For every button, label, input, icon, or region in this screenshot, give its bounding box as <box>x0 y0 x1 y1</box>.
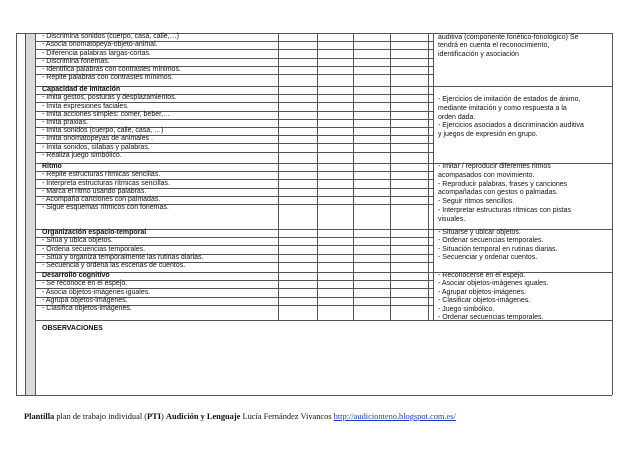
item-auditiva-3: - Discrimina fonemas. <box>42 57 110 65</box>
section-divider <box>35 272 612 273</box>
item-ritmo-0: - Repite estructuras rítmicas sencillas. <box>42 171 161 179</box>
right-text-ritmo-0: - Imitar / reproducir diferentes ritmos <box>438 163 551 170</box>
footer-title: Plantilla <box>24 412 55 421</box>
item-auditiva-5: - Repite palabras con contrastes mínimos. <box>42 74 174 82</box>
item-imitacion-2: - Imita acciones simples: comer, beber,… <box>42 110 170 118</box>
left-stripe <box>25 33 35 395</box>
table-left-border <box>16 33 17 395</box>
footer-text-2: ) <box>161 412 166 421</box>
item-auditiva-0: - Discrimina sonidos (cuerpo, casa, calle,…) <box>42 33 179 41</box>
right-text-cognitivo-0: - Reconocerse en el espejo. <box>438 272 526 279</box>
stripe-left-border <box>25 33 26 395</box>
item-cognitivo-0: - Se reconoce en el espejo. <box>42 280 128 288</box>
right-text-imitacion-1: mediante imitación y como respuesta a la <box>438 104 567 112</box>
item-imitacion-1: - Imita expresiones faciales. <box>42 102 129 110</box>
footer-text-1: plan de trabajo individual ( <box>54 412 148 421</box>
footer-subject: Audición y Lenguaje <box>165 412 241 421</box>
right-text-auditiva-2: identificación y asociación <box>438 50 519 58</box>
right-text-espacio-2: - Situación temporal en rutinas diarias. <box>438 245 558 253</box>
footer-pti: PTI <box>147 412 162 421</box>
item-ritmo-1: - Interpreta estructuras rítmicas sencillas. <box>42 179 170 187</box>
section-title-espacio: Organización espacio-temporal <box>42 229 147 237</box>
right-text-cognitivo-4: - Juego simbólico. <box>438 305 495 313</box>
section-title-imitacion: Capacidad de imitación <box>42 86 121 94</box>
item-espacio-2: - Sitúa y organiza temporalmente las rutinas diarias. <box>42 253 204 261</box>
footer <box>24 412 456 421</box>
item-imitacion-3: - Imita praxias. <box>42 119 88 126</box>
right-text-espacio-0: - Situarse y ubicar objetos. <box>438 229 521 236</box>
right-text-espacio-1: - Ordenar secuencias temporales. <box>438 237 544 245</box>
item-cognitivo-3: - Clasifica objetos-imágenes. <box>42 305 132 312</box>
right-text-ritmo-2: - Reproducir palabras, frases y canciones <box>438 180 568 188</box>
item-imitacion-4: - Imita sonidos (cuerpo, calle, casa, …) <box>42 127 164 135</box>
right-text-ritmo-3: acompañadas con gestos o palmadas. <box>438 189 558 197</box>
table-bottom-border <box>16 395 612 396</box>
check-col-divider-2 <box>353 33 354 320</box>
item-espacio-0: - Sitúa y ubica objetos. <box>42 237 113 245</box>
item-ritmo-4: - Sigue esquemas rítmicos con fonemas. <box>42 204 169 212</box>
item-espacio-1: - Ordena secuencias temporales. <box>42 245 146 253</box>
right-text-auditiva-0: auditiva (componente fonético-fonológico) Se <box>438 34 579 41</box>
right-text-cognitivo-2: - Agrupar objetos-imágenes. <box>438 288 526 296</box>
check-col-divider-4 <box>428 33 429 320</box>
check-col-divider-1 <box>317 33 318 320</box>
item-imitacion-0: - Imita gestos, posturas y desplazamientos. <box>42 94 177 102</box>
right-text-ritmo-5: - Interpretar estructuras rítmicas con pistas <box>438 207 572 214</box>
table-right-border <box>612 33 613 395</box>
footer-link[interactable]: http://audicionteno.blogspot.com.es/ <box>333 412 456 421</box>
item-espacio-3: - Secuencia y ordena las escenas de cuentos. <box>42 262 186 269</box>
right-text-imitacion-2: orden dada. <box>438 113 476 121</box>
footer-author: Lucía Fernández Vivancos <box>240 412 334 421</box>
item-auditiva-1: - Asocia onomatopeya-objeto-animal. <box>42 41 158 49</box>
stripe-right-border <box>35 33 36 395</box>
item-auditiva-2: - Diferencia palabras largas-cortas. <box>42 49 151 57</box>
item-imitacion-5: - Imita onomatopeyas de animales . <box>42 135 153 143</box>
right-text-ritmo-4: - Seguir ritmos sencillos. <box>438 198 515 206</box>
right-text-imitacion-3: - Ejercicios asociados a discriminación auditiva <box>438 122 584 130</box>
item-cognitivo-1: - Asocia objetos-imágenes iguales. <box>42 288 151 296</box>
check-col-divider-3 <box>390 33 391 320</box>
section-title-cognitivo: Desarrollo cognitivo <box>42 272 110 280</box>
item-ritmo-2: - Marca el ritmo usando palabras. <box>42 187 147 195</box>
right-column-border <box>433 33 434 320</box>
section-divider <box>35 86 612 87</box>
right-text-imitacion-4: y juegos de expresión en grupo. <box>438 131 538 139</box>
section-title-ritmo: Ritmo <box>42 163 62 171</box>
item-ritmo-3: - Acompaña canciones con palmadas. <box>42 196 161 203</box>
right-text-ritmo-6: visuales. <box>438 215 466 223</box>
item-imitacion-6: - Imita sonidos, sílabas y palabras. <box>42 143 150 151</box>
right-text-cognitivo-3: - Clasificar objetos-imágenes. <box>438 297 531 305</box>
right-text-espacio-3: - Secuenciar y ordenar cuentos. <box>438 254 538 262</box>
right-text-ritmo-1: acompasados con movimiento. <box>438 171 535 179</box>
right-text-imitacion-0: - Ejercicios de imitación de estados de ánimo, <box>438 96 581 103</box>
right-text-cognitivo-5: - Ordenar secuencias temporales. <box>438 314 544 321</box>
observaciones-label: OBSERVACIONES <box>42 325 103 332</box>
right-text-auditiva-1: tendrá en cuenta el reconocimiento, <box>438 42 550 50</box>
item-cognitivo-2: - Agrupa objetos-imágenes. <box>42 296 128 304</box>
item-auditiva-4: - Identifica palabras con contrastes mínimos. <box>42 66 181 73</box>
right-text-cognitivo-1: - Asociar objetos-imágenes iguales. <box>438 280 549 288</box>
item-imitacion-7: - Realiza juego simbólico. <box>42 151 122 159</box>
check-col-divider-0 <box>278 33 279 320</box>
